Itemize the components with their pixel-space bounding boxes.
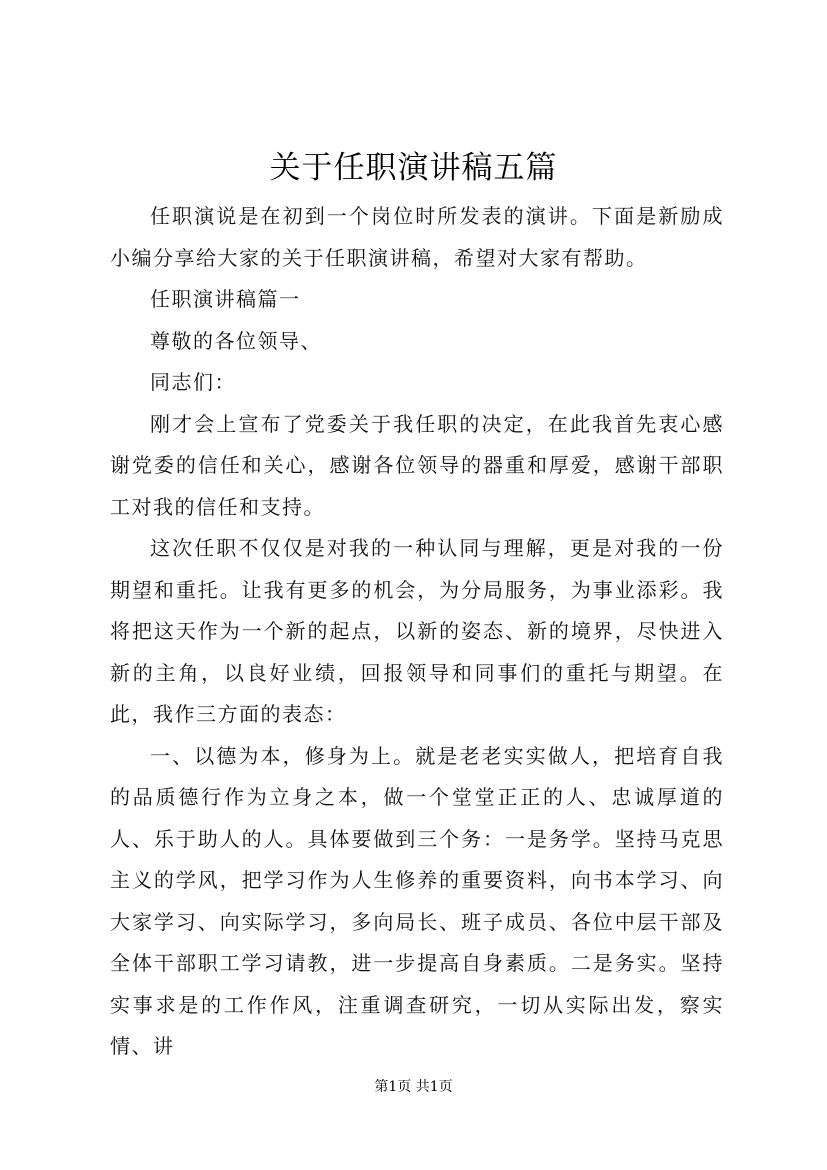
paragraph-section-heading: 任职演讲稿篇一 xyxy=(150,287,301,311)
paragraph-point-one: 一、以德为本，修身为上。就是老老实实做人，把培育自我的品质德行作为立身之本，做一个堂堂正正的人、忠诚厚道的人、乐于助人的人。具体要做到三个务：一是务学。坚持马克思主义的学风，把学习作为人生修养的重要资料，向书本学习、向大家学习、向实际学习，多向局长、班子成员、各位中层干部及全体干部职工学习请教，进一步提高自身素质。二是务实。坚持实事求是的工作作风，注重调查研究，一切从实际出发，察实情、讲 xyxy=(110,743,724,1058)
paragraph-thanks: 刚才会上宣布了党委关于我任职的决定，在此我首先衷心感谢党委的信任和关心，感谢各位领导的器重和厚爱，感谢干部职工对我的信任和支持。 xyxy=(110,411,724,519)
document-body xyxy=(110,196,724,1068)
paragraph-salutation-2: 同志们： xyxy=(150,370,236,394)
document-title: 关于任职演讲稿五篇 xyxy=(269,150,558,186)
paragraph-salutation: 尊敬的各位领导、 xyxy=(150,328,322,353)
paragraph-intro: 任职演说是在初到一个岗位时所发表的演讲。下面是新励成小编分享给大家的关于任职演讲稿，希望对大家有帮助。 xyxy=(110,204,724,270)
page-footer: 第1页 共1页 xyxy=(374,1079,453,1095)
paragraph-commitment: 这次任职不仅仅是对我的一种认同与理解，更是对我的一份期望和重托。让我有更多的机会，为分局服务，为事业添彩。我将把这天作为一个新的起点，以新的姿态、新的境界，尽快进入新的主角，以良好业绩，回报领导和同事们的重托与期望。在此，我作三方面的表态： xyxy=(110,536,724,726)
